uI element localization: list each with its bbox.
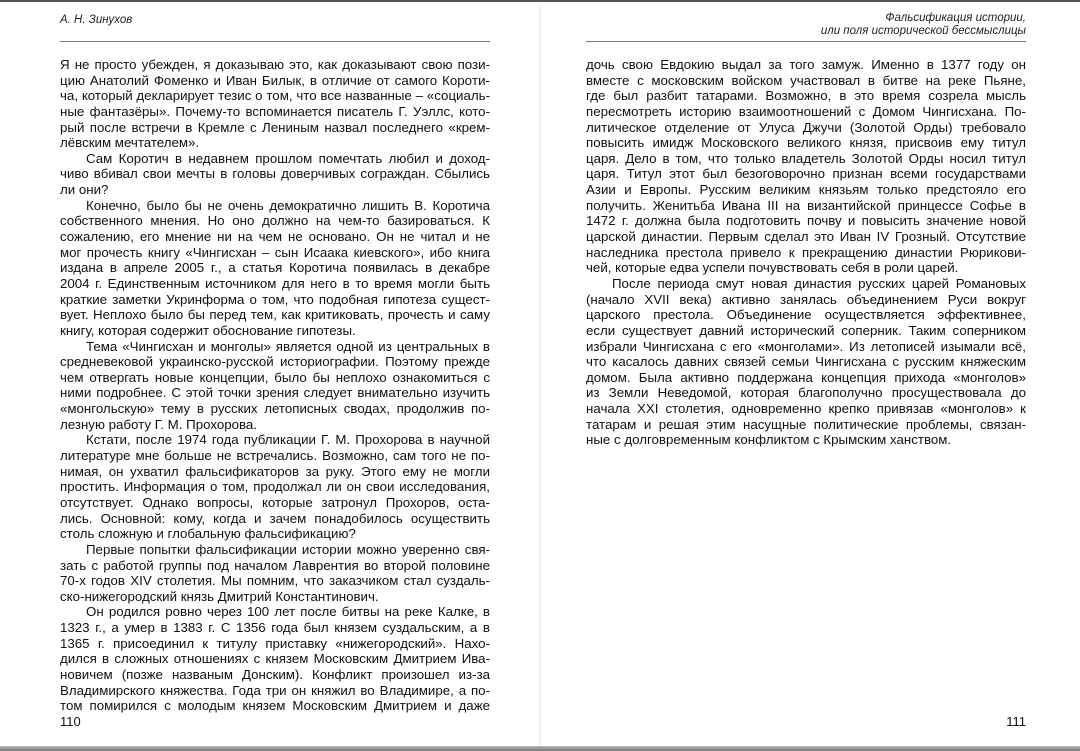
text-line: (начало XVII века) активно занялась объединением Руси вокруг xyxy=(586,291,1026,307)
text-line: царского престола. Объединение осуществляется эффективнее, xyxy=(586,307,1026,323)
text-line: отсутствует. Однако вопросы, которые затронул Прохоров, оста- xyxy=(60,494,490,510)
text-line: собственного мнения. Но оно должно на чем-то базироваться. К xyxy=(60,213,490,229)
text-line: Первые попытки фальсификации истории можно уверенно свя- xyxy=(86,541,490,557)
text-line: царя. Титул этот был безоговорочно признан всеми государствами xyxy=(586,166,1026,182)
text-line: Я не просто убежден, я доказываю это, как доказывают свою пози- xyxy=(60,57,490,72)
text-line: ли они? xyxy=(60,182,109,198)
page-number: 110 xyxy=(60,714,81,729)
text-line: После периода смут новая династия русских царей Романовых xyxy=(612,275,1026,291)
left-page xyxy=(60,0,490,746)
paragraph xyxy=(60,432,490,541)
text-line: цию Анатолий Фоменко и Иван Билык, в отличие от самого Корoти- xyxy=(60,72,490,88)
text-line: литературе мне больше не встречались. Возможно, сам того не по- xyxy=(60,448,490,464)
text-line: пересмотреть историю взаимоотношений с Домом Чингисхана. По- xyxy=(586,103,1026,119)
text-line: 70-х годов XIV столетия. Мы помним, что заказчиком стал суздаль- xyxy=(60,573,490,589)
text-line: новичем (позже названым Донским). Конфликт произошел из-за xyxy=(60,666,490,682)
text-line: том помирился с молодым князем Московским Дмитрием и даже xyxy=(60,698,490,714)
text-line: наследника престола привело к прекращению династии Рюрикови- xyxy=(586,244,1026,260)
paragraph xyxy=(60,339,490,433)
text-line: сожалению, его мнение ни на чем не основано. Он не читал и не xyxy=(60,229,490,245)
text-line: простить. Информация о том, продолжал ли он свои исследования, xyxy=(60,479,490,495)
header-rule xyxy=(586,41,1026,42)
text-line: Сам Коротич в недавнем прошлом помечтать любил и доход- xyxy=(86,150,490,166)
text-line: дился в сложных отношениях с князем Московским Дмитрием Ива- xyxy=(60,651,490,667)
text-line: из Земли Неведомой, которая благополучно просуществовала до xyxy=(586,385,1026,401)
paragraph xyxy=(60,151,490,198)
text-line: ними подробнее. С этой точки зрения следует внимательно изучить xyxy=(60,385,490,401)
text-line: 1323 г., а умер в 1383 г. С 1356 года был князем суздальским, а в xyxy=(60,620,490,636)
paragraph xyxy=(60,604,490,713)
text-line: домом. Была активно поддержана концепция прихода «монголов» xyxy=(586,369,1026,385)
paragraph xyxy=(60,57,490,151)
text-line: ные с долговременным конфликтом с Крымским ханством. xyxy=(586,432,952,448)
text-line: 1365 г. присоединил к титулу приставку «нижегородский». Нахо- xyxy=(60,635,490,651)
text-line: лись. Основной: кому, когда и зачем понадобилось осуществить xyxy=(60,510,490,526)
text-line: ско-нижегородский князь Дмитрий Константинович. xyxy=(60,588,379,604)
right-page xyxy=(586,0,1026,746)
paragraph xyxy=(60,198,490,339)
text-line: лезную работу Г. М. Прохорова. xyxy=(60,416,258,432)
spread-bottom-edge xyxy=(0,746,1080,751)
text-line: краткие заметки Укринформа о том, что подобная гипотеза сущест- xyxy=(60,291,490,307)
text-line: вует. Неплохо было бы перед тем, как критиковать, прочесть и саму xyxy=(60,307,490,323)
text-line: царской династии. Первым сделал это Иван IV Грозный. Отсутствие xyxy=(586,229,1026,245)
text-line: чиво вбивал свои мечты в головы доверчивых сограждан. Сбылись xyxy=(60,166,490,182)
running-header-title xyxy=(821,12,1026,38)
text-line: 2004 г. Единственным источником для него в то время могли быть xyxy=(60,275,490,291)
text-line: книгу, которая содержит обоснование гипотезы. xyxy=(60,322,356,338)
text-line: Владимирского княжества. Года три он княжил во Владимире, а по- xyxy=(60,682,490,698)
text-line: зать с работой группы под началом Лаврентия во второй половине xyxy=(60,557,490,573)
text-line: Конечно, было бы не очень демократично лишить В. Коротича xyxy=(86,197,490,213)
header-title-line: или поля исторической бессмыслицы xyxy=(820,25,1026,37)
text-line: издана в апреле 2005 г., а статья Коротича появилась в декабре xyxy=(60,260,490,276)
paragraph xyxy=(586,276,1026,448)
text-line: Кстати, после 1974 года публикации Г. М. Прохорова в научной xyxy=(86,432,490,448)
text-line: лёвским мечтателем». xyxy=(60,135,200,151)
text-line: татарам и решая этим насущные политические проблемы, связан- xyxy=(586,416,1026,432)
text-line: чей, которые едва успели почувствовать себя в роли царей. xyxy=(586,260,959,276)
text-line: царя. Дело в том, что только владетель Золотой Орды носил титул xyxy=(586,150,1026,166)
book-gutter xyxy=(538,2,542,746)
text-line: чем отвергать новые концепции, было бы неплохо ознакомиться с xyxy=(60,369,490,385)
text-line: нимая, он ухватил фальсификаторов за руку. Этого ему не могли xyxy=(60,463,490,479)
header-rule xyxy=(60,41,490,42)
text-line: 1472 г. должна была подготовить почву и повысить значение новой xyxy=(586,213,1026,229)
running-header-author: А. Н. Зинухов xyxy=(60,14,133,26)
text-line: избрали Чингисхана с его «монголами». Из летописей изымали всё, xyxy=(586,338,1026,354)
text-line: если существует давний исторический соперник. Таким соперником xyxy=(586,322,1026,338)
text-line: литическое отделение от Улуса Джучи (Золотой Орды) требовало xyxy=(586,119,1026,135)
text-line: столь сложную и глобальную фальсификацию? xyxy=(60,526,356,542)
paragraph xyxy=(60,542,490,605)
page-body xyxy=(586,57,1026,448)
text-line: что касалось давних связей семьи Чингисхана с русским княжеским xyxy=(586,354,1026,370)
text-line: «монгольскую» тему в русских летописных сводах, продолжив по- xyxy=(60,401,490,417)
text-line: дочь свою Евдокию выдал за того замуж. Именно в 1377 году он xyxy=(586,57,1026,72)
text-line: Азии и Европы. Русским великим князьям только предстояло его xyxy=(586,182,1026,198)
text-line: средневековой украинско-русской историографии. Поэтому прежде xyxy=(60,354,490,370)
paragraph xyxy=(586,57,1026,276)
header-title-line: Фальсификация истории, xyxy=(885,12,1026,24)
page-body xyxy=(60,57,490,714)
text-line: ные фантазёры». Почему-то вспоминается писатель Г. Уэллс, кото- xyxy=(60,103,490,119)
text-line: Тема «Чингисхан и монголы» является одной из центральных в xyxy=(86,338,490,354)
text-line: повысить имидж Московского великого князя, присвоив ему титул xyxy=(586,135,1026,151)
text-line: ча, который декларирует тезис о том, что все названные – «социаль- xyxy=(60,88,490,104)
text-line: рый после встречи в Кремле с Лениным назвал последнего «крем- xyxy=(60,119,490,135)
text-line: мог прочесть книгу «Чингисхан – сын Исаака киевского», ибо книга xyxy=(60,244,490,260)
text-line: получить. Женитьба Ивана III на византийской принцессе Софье в xyxy=(586,197,1026,213)
page-number: 111 xyxy=(1006,714,1026,729)
text-line: начала XXI столетия, одновременно крепко привязав «монголов» к xyxy=(586,401,1026,417)
text-line: Он родился ровно через 100 лет после битвы на реке Калке, в xyxy=(86,604,490,620)
text-line: где был разбит татарами. Возможно, в это время созрела мысль xyxy=(586,88,1026,104)
text-line: вместе с московским войском участвовал в битве на реке Пьяне, xyxy=(586,72,1026,88)
